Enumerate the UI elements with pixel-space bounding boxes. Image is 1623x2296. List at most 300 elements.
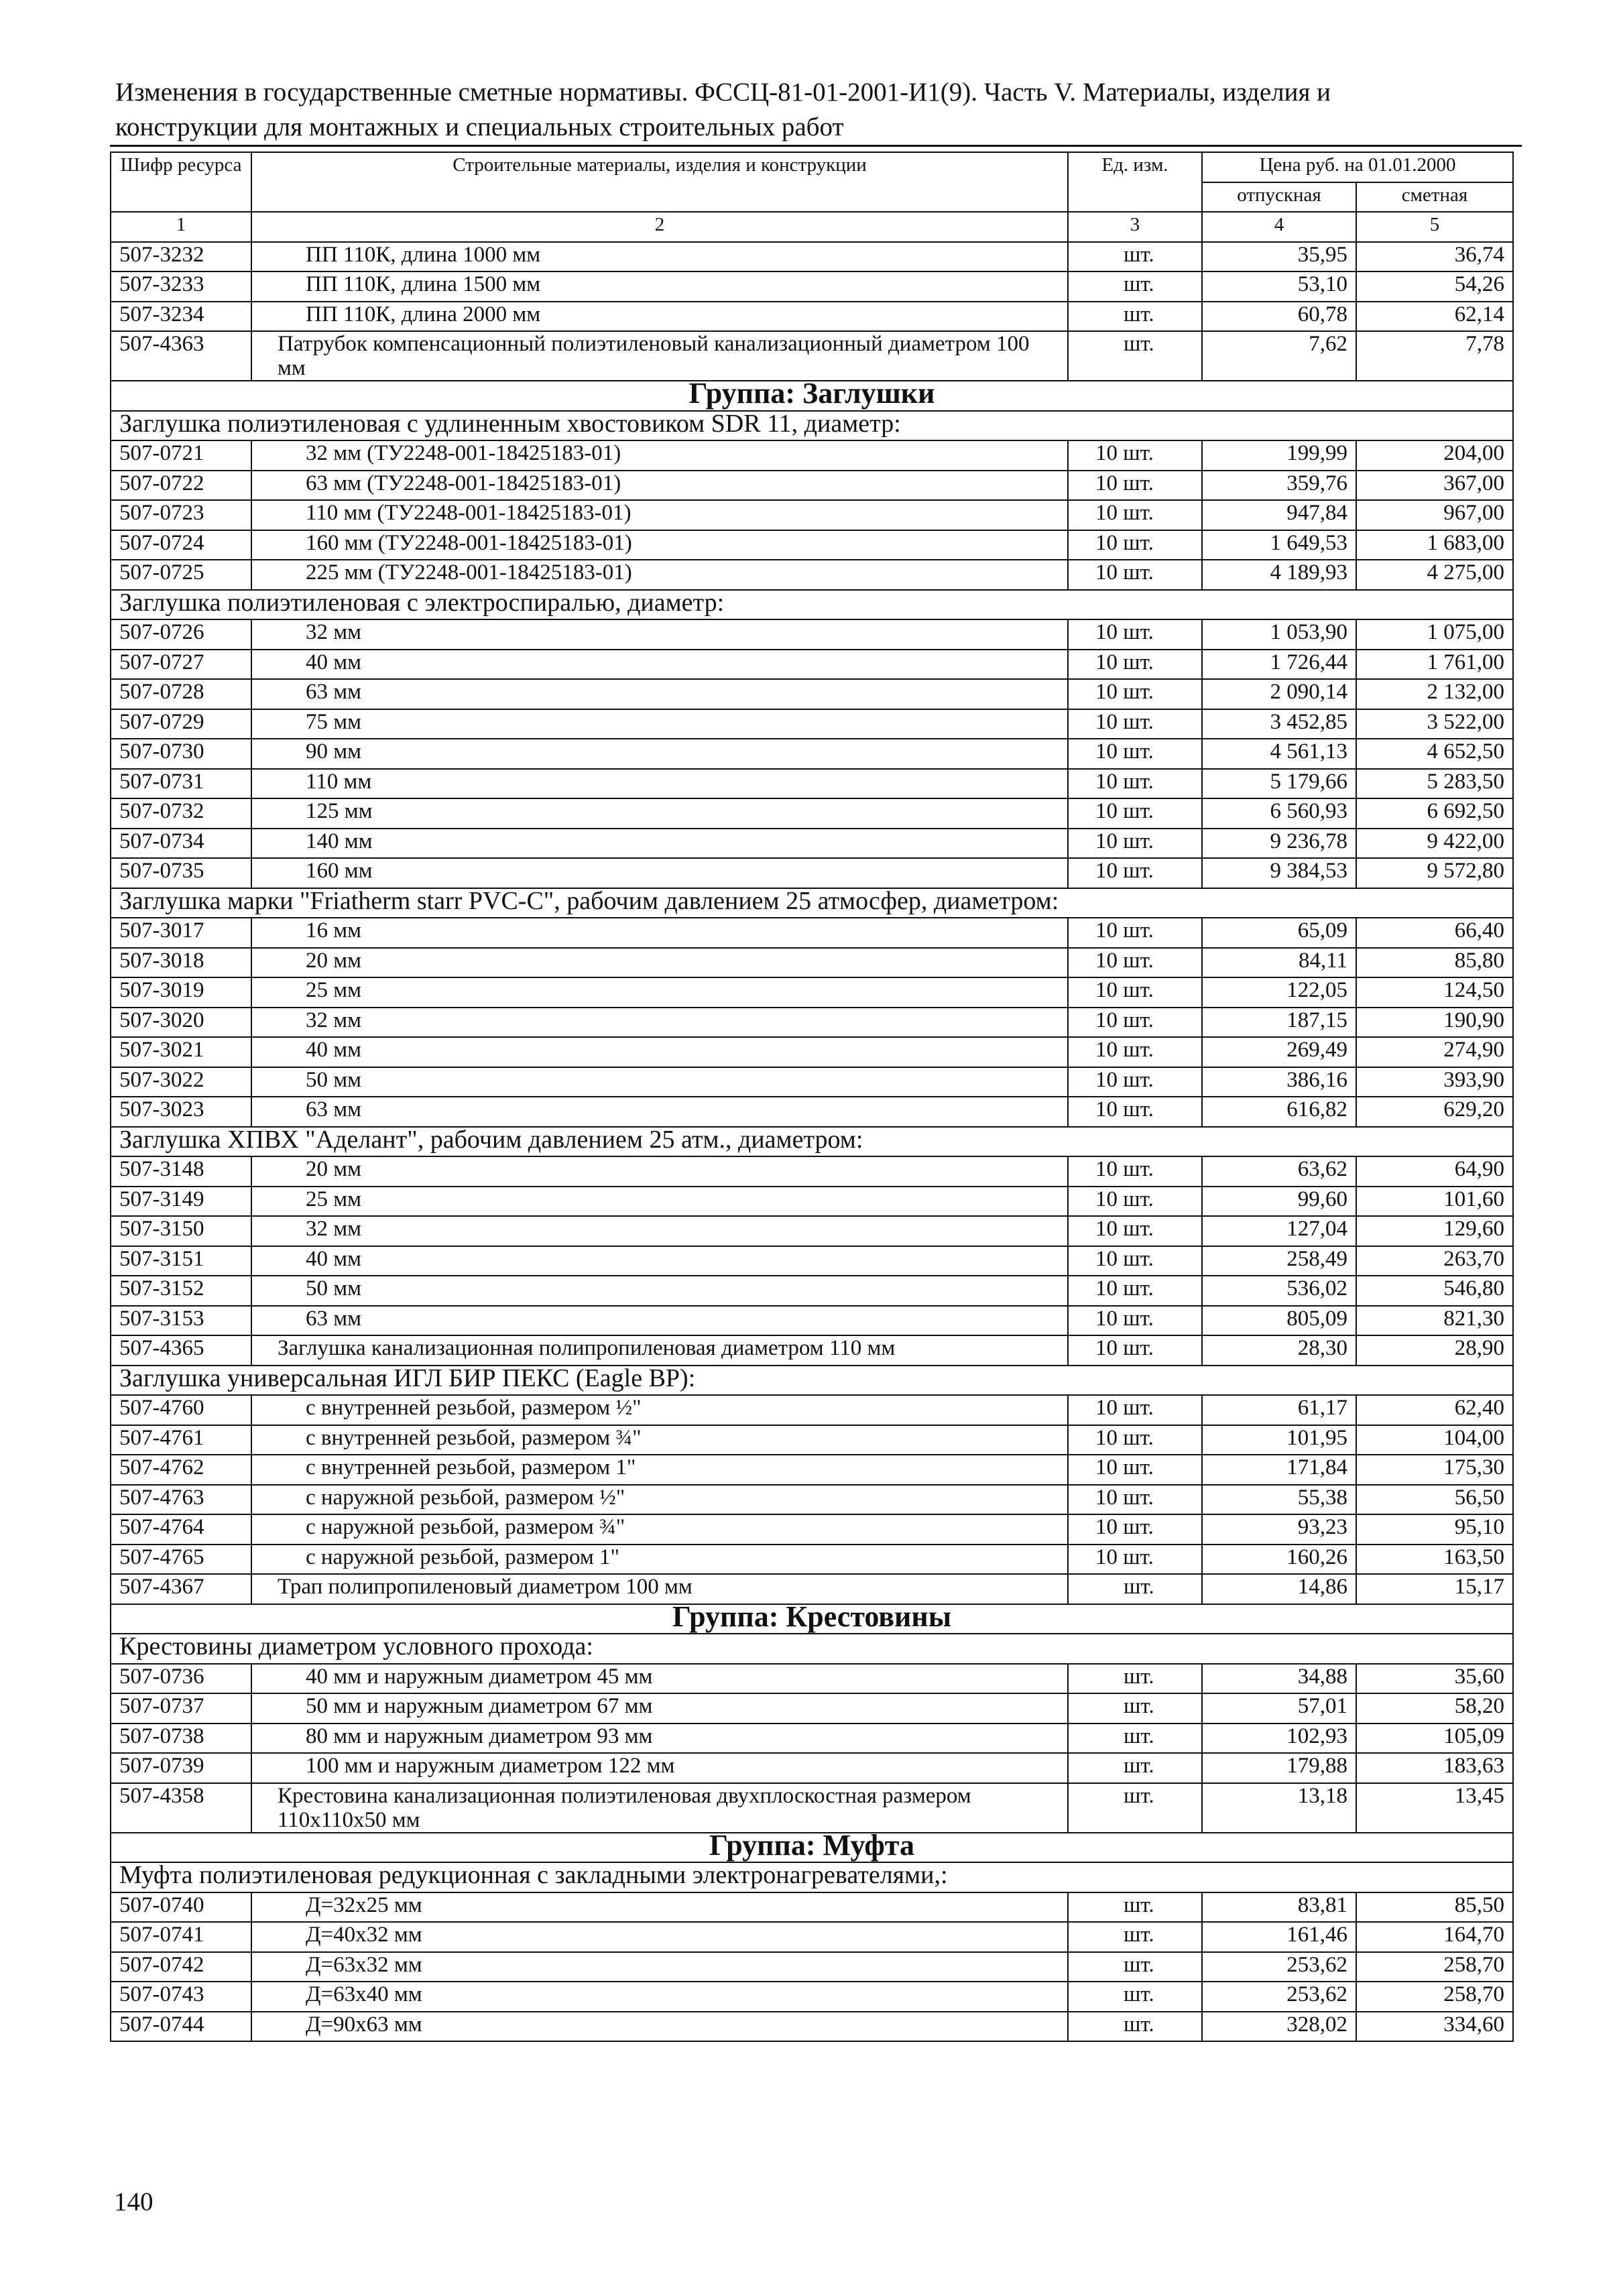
estimate-price: 101,60 bbox=[1356, 1187, 1513, 1217]
estimate-price: 4 275,00 bbox=[1356, 560, 1513, 590]
table-row bbox=[111, 1693, 1513, 1724]
release-price: 1 726,44 bbox=[1202, 650, 1356, 680]
resource-code: 507-4363 bbox=[111, 331, 251, 381]
unit-of-measure: 10 шт. bbox=[1068, 1037, 1202, 1067]
release-price: 253,62 bbox=[1202, 1952, 1356, 1982]
table-row bbox=[111, 1067, 1513, 1097]
estimate-price: 274,90 bbox=[1356, 1037, 1513, 1067]
resource-code: 507-4762 bbox=[111, 1455, 251, 1485]
resource-code: 507-0735 bbox=[111, 858, 251, 888]
estimate-price: 1 761,00 bbox=[1356, 650, 1513, 680]
table-row bbox=[111, 798, 1513, 829]
table-row bbox=[111, 1097, 1513, 1127]
resource-code: 507-4365 bbox=[111, 1335, 251, 1366]
resource-code: 507-4763 bbox=[111, 1485, 251, 1515]
unit-of-measure: 10 шт. bbox=[1068, 1008, 1202, 1038]
unit-of-measure: шт. bbox=[1068, 242, 1202, 272]
material-name: 160 мм bbox=[251, 858, 1068, 888]
material-name: 32 мм bbox=[251, 1008, 1068, 1038]
unit-of-measure: 10 шт. bbox=[1068, 769, 1202, 799]
resource-code: 507-0739 bbox=[111, 1753, 251, 1783]
release-price: 55,38 bbox=[1202, 1485, 1356, 1515]
table-row bbox=[111, 1037, 1513, 1067]
unit-of-measure: 10 шт. bbox=[1068, 679, 1202, 709]
table-row bbox=[111, 1216, 1513, 1246]
material-name: Д=63х32 мм bbox=[251, 1952, 1068, 1982]
estimate-price: 56,50 bbox=[1356, 1485, 1513, 1515]
estimate-price: 204,00 bbox=[1356, 440, 1513, 471]
group-heading: Группа: Муфта bbox=[111, 1833, 1513, 1863]
table-row bbox=[111, 1187, 1513, 1217]
resource-code: 507-0732 bbox=[111, 798, 251, 829]
estimate-price: 36,74 bbox=[1356, 242, 1513, 272]
material-name: Д=32х25 мм bbox=[251, 1892, 1068, 1923]
release-price: 4 189,93 bbox=[1202, 560, 1356, 590]
material-name: Патрубок компенсационный полиэтиленовый канализационный диаметром 100 мм bbox=[251, 331, 1068, 381]
release-price: 13,18 bbox=[1202, 1783, 1356, 1833]
header-rule bbox=[110, 145, 1522, 147]
resource-code: 507-0726 bbox=[111, 619, 251, 650]
material-name: 110 мм (ТУ2248-001-18425183-01) bbox=[251, 500, 1068, 530]
subgroup-heading-row bbox=[111, 411, 1513, 441]
table-row bbox=[111, 1922, 1513, 1952]
resource-code: 507-0737 bbox=[111, 1693, 251, 1724]
unit-of-measure: 10 шт. bbox=[1068, 1485, 1202, 1515]
material-name: Заглушка канализационная полипропиленовая диаметром 110 мм bbox=[251, 1335, 1068, 1366]
resource-code: 507-4358 bbox=[111, 1783, 251, 1833]
estimate-price: 3 522,00 bbox=[1356, 709, 1513, 739]
unit-of-measure: 10 шт. bbox=[1068, 1246, 1202, 1276]
unit-of-measure: шт. bbox=[1068, 1982, 1202, 2012]
estimate-price: 258,70 bbox=[1356, 1952, 1513, 1982]
resource-code: 507-3150 bbox=[111, 1216, 251, 1246]
release-price: 9 384,53 bbox=[1202, 858, 1356, 888]
release-price: 359,76 bbox=[1202, 471, 1356, 501]
estimate-price: 967,00 bbox=[1356, 500, 1513, 530]
unit-of-measure: 10 шт. bbox=[1068, 798, 1202, 829]
table-row bbox=[111, 530, 1513, 560]
unit-of-measure: шт. bbox=[1068, 2012, 1202, 2042]
unit-of-measure: шт. bbox=[1068, 1922, 1202, 1952]
release-price: 7,62 bbox=[1202, 331, 1356, 381]
release-price: 28,30 bbox=[1202, 1335, 1356, 1366]
release-price: 386,16 bbox=[1202, 1067, 1356, 1097]
unit-of-measure: 10 шт. bbox=[1068, 1187, 1202, 1217]
release-price: 258,49 bbox=[1202, 1246, 1356, 1276]
material-name: ПП 110К, длина 1000 мм bbox=[251, 242, 1068, 272]
estimate-price: 175,30 bbox=[1356, 1455, 1513, 1485]
unit-of-measure: 10 шт. bbox=[1068, 1067, 1202, 1097]
col-number-4: 4 bbox=[1202, 212, 1356, 242]
table-row bbox=[111, 1276, 1513, 1306]
release-price: 101,95 bbox=[1202, 1425, 1356, 1455]
subgroup-heading-row bbox=[111, 1634, 1513, 1664]
unit-of-measure: шт. bbox=[1068, 1753, 1202, 1783]
material-name: 140 мм bbox=[251, 829, 1068, 859]
material-name: 20 мм bbox=[251, 1156, 1068, 1187]
material-name: 160 мм (ТУ2248-001-18425183-01) bbox=[251, 530, 1068, 560]
material-name: 63 мм bbox=[251, 1306, 1068, 1336]
table-row bbox=[111, 1545, 1513, 1575]
material-name: 40 мм и наружным диаметром 45 мм bbox=[251, 1664, 1068, 1694]
table-row bbox=[111, 471, 1513, 501]
subgroup-heading-row bbox=[111, 1862, 1513, 1892]
material-name: 63 мм bbox=[251, 679, 1068, 709]
material-name: Д=90х63 мм bbox=[251, 2012, 1068, 2042]
col-number-1: 1 bbox=[111, 212, 251, 242]
release-price: 1 053,90 bbox=[1202, 619, 1356, 650]
estimate-price: 62,14 bbox=[1356, 302, 1513, 332]
estimate-price: 1 075,00 bbox=[1356, 619, 1513, 650]
material-name: с наружной резьбой, размером 1" bbox=[251, 1545, 1068, 1575]
col-number-2: 2 bbox=[251, 212, 1068, 242]
table-row bbox=[111, 1246, 1513, 1276]
unit-of-measure: 10 шт. bbox=[1068, 1395, 1202, 1425]
subgroup-heading: Муфта полиэтиленовая редукционная с закладными электронагревателями,: bbox=[111, 1862, 1513, 1892]
estimate-price: 15,17 bbox=[1356, 1574, 1513, 1604]
unit-of-measure: 10 шт. bbox=[1068, 1276, 1202, 1306]
resource-code: 507-0738 bbox=[111, 1724, 251, 1754]
table-row bbox=[111, 1952, 1513, 1982]
unit-of-measure: 10 шт. bbox=[1068, 739, 1202, 769]
release-price: 1 649,53 bbox=[1202, 530, 1356, 560]
table-row bbox=[111, 1485, 1513, 1515]
resource-code: 507-0736 bbox=[111, 1664, 251, 1694]
material-name: 225 мм (ТУ2248-001-18425183-01) bbox=[251, 560, 1068, 590]
estimate-price: 258,70 bbox=[1356, 1982, 1513, 2012]
estimate-price: 1 683,00 bbox=[1356, 530, 1513, 560]
resource-code: 507-3234 bbox=[111, 302, 251, 332]
unit-of-measure: 10 шт. bbox=[1068, 1514, 1202, 1545]
group-heading: Группа: Крестовины bbox=[111, 1604, 1513, 1634]
resource-code: 507-3019 bbox=[111, 977, 251, 1008]
resource-code: 507-3153 bbox=[111, 1306, 251, 1336]
release-price: 253,62 bbox=[1202, 1982, 1356, 2012]
resource-code: 507-4765 bbox=[111, 1545, 251, 1575]
estimate-price: 334,60 bbox=[1356, 2012, 1513, 2042]
col-header-release: отпускная bbox=[1202, 182, 1356, 213]
table-row bbox=[111, 769, 1513, 799]
table-row bbox=[111, 709, 1513, 739]
release-price: 53,10 bbox=[1202, 271, 1356, 302]
unit-of-measure: шт. bbox=[1068, 1664, 1202, 1694]
release-price: 61,17 bbox=[1202, 1395, 1356, 1425]
unit-of-measure: шт. bbox=[1068, 1892, 1202, 1923]
resource-code: 507-0742 bbox=[111, 1952, 251, 1982]
table-row bbox=[111, 1574, 1513, 1604]
col-header-name: Строительные материалы, изделия и конструкции bbox=[251, 152, 1068, 212]
material-name: 32 мм bbox=[251, 1216, 1068, 1246]
estimate-price: 85,50 bbox=[1356, 1892, 1513, 1923]
material-name: с внутренней резьбой, размером ½" bbox=[251, 1395, 1068, 1425]
estimate-price: 393,90 bbox=[1356, 1067, 1513, 1097]
estimate-price: 9 572,80 bbox=[1356, 858, 1513, 888]
table-row bbox=[111, 1753, 1513, 1783]
resource-code: 507-0725 bbox=[111, 560, 251, 590]
unit-of-measure: шт. bbox=[1068, 331, 1202, 381]
unit-of-measure: 10 шт. bbox=[1068, 560, 1202, 590]
col-header-unit: Ед. изм. bbox=[1068, 152, 1202, 212]
unit-of-measure: шт. bbox=[1068, 1574, 1202, 1604]
subgroup-heading-row bbox=[111, 888, 1513, 918]
resource-code: 507-3152 bbox=[111, 1276, 251, 1306]
unit-of-measure: 10 шт. bbox=[1068, 1455, 1202, 1485]
header-line-1: Изменения в государственные сметные нормативы. ФССЦ-81-01-2001-И1(9). Часть V. Материалы, изделия и bbox=[115, 78, 1331, 107]
resource-code: 507-3233 bbox=[111, 271, 251, 302]
material-name: ПП 110К, длина 1500 мм bbox=[251, 271, 1068, 302]
estimate-price: 13,45 bbox=[1356, 1783, 1513, 1833]
estimate-price: 164,70 bbox=[1356, 1922, 1513, 1952]
release-price: 122,05 bbox=[1202, 977, 1356, 1008]
table-row bbox=[111, 440, 1513, 471]
release-price: 93,23 bbox=[1202, 1514, 1356, 1545]
table-row bbox=[111, 1306, 1513, 1336]
unit-of-measure: 10 шт. bbox=[1068, 858, 1202, 888]
estimate-price: 4 652,50 bbox=[1356, 739, 1513, 769]
release-price: 187,15 bbox=[1202, 1008, 1356, 1038]
material-name: Трап полипропиленовый диаметром 100 мм bbox=[251, 1574, 1068, 1604]
material-name: 25 мм bbox=[251, 977, 1068, 1008]
estimate-price: 190,90 bbox=[1356, 1008, 1513, 1038]
resource-code: 507-3017 bbox=[111, 918, 251, 948]
unit-of-measure: 10 шт. bbox=[1068, 829, 1202, 859]
release-price: 179,88 bbox=[1202, 1753, 1356, 1783]
resource-code: 507-0743 bbox=[111, 1982, 251, 2012]
material-name: 63 мм bbox=[251, 1097, 1068, 1127]
estimate-price: 54,26 bbox=[1356, 271, 1513, 302]
release-price: 2 090,14 bbox=[1202, 679, 1356, 709]
group-heading-row bbox=[111, 1604, 1513, 1634]
unit-of-measure: 10 шт. bbox=[1068, 530, 1202, 560]
resource-code: 507-0734 bbox=[111, 829, 251, 859]
unit-of-measure: 10 шт. bbox=[1068, 948, 1202, 978]
unit-of-measure: 10 шт. bbox=[1068, 977, 1202, 1008]
subgroup-heading: Заглушка полиэтиленовая с электроспиралью, диаметр: bbox=[111, 590, 1513, 620]
resource-code: 507-3232 bbox=[111, 242, 251, 272]
material-name: с наружной резьбой, размером ½" bbox=[251, 1485, 1068, 1515]
unit-of-measure: шт. bbox=[1068, 271, 1202, 302]
resource-code: 507-3022 bbox=[111, 1067, 251, 1097]
resource-code: 507-0740 bbox=[111, 1892, 251, 1923]
subgroup-heading: Заглушка марки "Friatherm starr PVC-C", рабочим давлением 25 атмосфер, диаметром: bbox=[111, 888, 1513, 918]
table-row bbox=[111, 560, 1513, 590]
unit-of-measure: шт. bbox=[1068, 1693, 1202, 1724]
material-name: Д=63х40 мм bbox=[251, 1982, 1068, 2012]
estimate-price: 104,00 bbox=[1356, 1425, 1513, 1455]
resource-code: 507-3149 bbox=[111, 1187, 251, 1217]
subgroup-heading: Крестовины диаметром условного прохода: bbox=[111, 1634, 1513, 1664]
table-row bbox=[111, 1425, 1513, 1455]
material-name: с внутренней резьбой, размером ¾" bbox=[251, 1425, 1068, 1455]
table-row bbox=[111, 1008, 1513, 1038]
unit-of-measure: шт. bbox=[1068, 1724, 1202, 1754]
estimate-price: 2 132,00 bbox=[1356, 679, 1513, 709]
col-header-price: Цена руб. на 01.01.2000 bbox=[1202, 152, 1513, 182]
estimate-price: 9 422,00 bbox=[1356, 829, 1513, 859]
table-row bbox=[111, 1455, 1513, 1485]
table-row bbox=[111, 739, 1513, 769]
material-name: 75 мм bbox=[251, 709, 1068, 739]
estimate-price: 5 283,50 bbox=[1356, 769, 1513, 799]
table-row bbox=[111, 948, 1513, 978]
release-price: 328,02 bbox=[1202, 2012, 1356, 2042]
unit-of-measure: 10 шт. bbox=[1068, 650, 1202, 680]
material-name: 90 мм bbox=[251, 739, 1068, 769]
resource-code: 507-0728 bbox=[111, 679, 251, 709]
resource-code: 507-4367 bbox=[111, 1574, 251, 1604]
unit-of-measure: 10 шт. bbox=[1068, 1545, 1202, 1575]
material-name: 32 мм bbox=[251, 619, 1068, 650]
release-price: 161,46 bbox=[1202, 1922, 1356, 1952]
unit-of-measure: шт. bbox=[1068, 302, 1202, 332]
material-name: 20 мм bbox=[251, 948, 1068, 978]
estimate-price: 105,09 bbox=[1356, 1724, 1513, 1754]
subgroup-heading-row bbox=[111, 1127, 1513, 1157]
resource-code: 507-0723 bbox=[111, 500, 251, 530]
unit-of-measure: 10 шт. bbox=[1068, 1335, 1202, 1366]
table-row bbox=[111, 1335, 1513, 1366]
material-name: 125 мм bbox=[251, 798, 1068, 829]
release-price: 805,09 bbox=[1202, 1306, 1356, 1336]
resource-code: 507-3023 bbox=[111, 1097, 251, 1127]
resource-code: 507-3020 bbox=[111, 1008, 251, 1038]
material-name: 100 мм и наружным диаметром 122 мм bbox=[251, 1753, 1068, 1783]
col-header-estimate: сметная bbox=[1356, 182, 1513, 213]
subgroup-heading: Заглушка ХПВХ "Аделант", рабочим давлением 25 атм., диаметром: bbox=[111, 1127, 1513, 1157]
release-price: 127,04 bbox=[1202, 1216, 1356, 1246]
release-price: 3 452,85 bbox=[1202, 709, 1356, 739]
release-price: 65,09 bbox=[1202, 918, 1356, 948]
estimate-price: 85,80 bbox=[1356, 948, 1513, 978]
subgroup-heading: Заглушка полиэтиленовая с удлиненным хвостовиком SDR 11, диаметр: bbox=[111, 411, 1513, 441]
release-price: 57,01 bbox=[1202, 1693, 1356, 1724]
material-name: 50 мм bbox=[251, 1067, 1068, 1097]
table-row bbox=[111, 918, 1513, 948]
estimate-price: 28,90 bbox=[1356, 1335, 1513, 1366]
estimate-price: 7,78 bbox=[1356, 331, 1513, 381]
estimate-price: 163,50 bbox=[1356, 1545, 1513, 1575]
material-name: Крестовина канализационная полиэтиленовая двухплоскостная размером 110х110х50 мм bbox=[251, 1783, 1068, 1833]
estimate-price: 821,30 bbox=[1356, 1306, 1513, 1336]
unit-of-measure: шт. bbox=[1068, 1783, 1202, 1833]
unit-of-measure: 10 шт. bbox=[1068, 619, 1202, 650]
table-row bbox=[111, 1156, 1513, 1187]
group-heading: Группа: Заглушки bbox=[111, 381, 1513, 411]
table-row bbox=[111, 679, 1513, 709]
table-row bbox=[111, 619, 1513, 650]
material-name: 16 мм bbox=[251, 918, 1068, 948]
table-row bbox=[111, 1664, 1513, 1694]
estimate-price: 367,00 bbox=[1356, 471, 1513, 501]
table-row bbox=[111, 1982, 1513, 2012]
table-row bbox=[111, 271, 1513, 302]
table-row bbox=[111, 500, 1513, 530]
release-price: 35,95 bbox=[1202, 242, 1356, 272]
estimate-price: 64,90 bbox=[1356, 1156, 1513, 1187]
release-price: 84,11 bbox=[1202, 948, 1356, 978]
resource-code: 507-0724 bbox=[111, 530, 251, 560]
material-name: 40 мм bbox=[251, 1037, 1068, 1067]
estimate-price: 35,60 bbox=[1356, 1664, 1513, 1694]
page-header bbox=[115, 75, 1510, 145]
unit-of-measure: 10 шт. bbox=[1068, 471, 1202, 501]
resource-code: 507-0729 bbox=[111, 709, 251, 739]
release-price: 4 561,13 bbox=[1202, 739, 1356, 769]
table-row bbox=[111, 977, 1513, 1008]
material-name: с внутренней резьбой, размером 1" bbox=[251, 1455, 1068, 1485]
table-row bbox=[111, 829, 1513, 859]
release-price: 160,26 bbox=[1202, 1545, 1356, 1575]
page-number: 140 bbox=[114, 2187, 154, 2216]
material-name: 63 мм (ТУ2248-001-18425183-01) bbox=[251, 471, 1068, 501]
subgroup-heading: Заглушка универсальная ИГЛ БИР ПЕКС (Eagle BP): bbox=[111, 1366, 1513, 1396]
release-price: 14,86 bbox=[1202, 1574, 1356, 1604]
table-row bbox=[111, 1892, 1513, 1923]
table-row bbox=[111, 242, 1513, 272]
release-price: 6 560,93 bbox=[1202, 798, 1356, 829]
material-name: 110 мм bbox=[251, 769, 1068, 799]
release-price: 5 179,66 bbox=[1202, 769, 1356, 799]
table-row bbox=[111, 650, 1513, 680]
estimate-price: 183,63 bbox=[1356, 1753, 1513, 1783]
table-row bbox=[111, 302, 1513, 332]
resource-code: 507-0731 bbox=[111, 769, 251, 799]
header-line-2: конструкции для монтажных и специальных строительных работ bbox=[115, 113, 844, 141]
table-row bbox=[111, 1514, 1513, 1545]
col-number-3: 3 bbox=[1068, 212, 1202, 242]
unit-of-measure: 10 шт. bbox=[1068, 500, 1202, 530]
col-number-5: 5 bbox=[1356, 212, 1513, 242]
price-table bbox=[110, 152, 1514, 2042]
estimate-price: 129,60 bbox=[1356, 1216, 1513, 1246]
estimate-price: 263,70 bbox=[1356, 1246, 1513, 1276]
estimate-price: 124,50 bbox=[1356, 977, 1513, 1008]
release-price: 199,99 bbox=[1202, 440, 1356, 471]
release-price: 947,84 bbox=[1202, 500, 1356, 530]
resource-code: 507-4764 bbox=[111, 1514, 251, 1545]
resource-code: 507-4760 bbox=[111, 1395, 251, 1425]
material-name: 40 мм bbox=[251, 650, 1068, 680]
estimate-price: 62,40 bbox=[1356, 1395, 1513, 1425]
release-price: 63,62 bbox=[1202, 1156, 1356, 1187]
resource-code: 507-4761 bbox=[111, 1425, 251, 1455]
unit-of-measure: 10 шт. bbox=[1068, 1425, 1202, 1455]
unit-of-measure: 10 шт. bbox=[1068, 1156, 1202, 1187]
unit-of-measure: 10 шт. bbox=[1068, 918, 1202, 948]
group-heading-row bbox=[111, 1833, 1513, 1863]
material-name: 50 мм bbox=[251, 1276, 1068, 1306]
release-price: 536,02 bbox=[1202, 1276, 1356, 1306]
release-price: 34,88 bbox=[1202, 1664, 1356, 1694]
release-price: 102,93 bbox=[1202, 1724, 1356, 1754]
material-name: 40 мм bbox=[251, 1246, 1068, 1276]
release-price: 616,82 bbox=[1202, 1097, 1356, 1127]
unit-of-measure: 10 шт. bbox=[1068, 440, 1202, 471]
material-name: 50 мм и наружным диаметром 67 мм bbox=[251, 1693, 1068, 1724]
table-row bbox=[111, 1395, 1513, 1425]
resource-code: 507-0721 bbox=[111, 440, 251, 471]
release-price: 171,84 bbox=[1202, 1455, 1356, 1485]
unit-of-measure: 10 шт. bbox=[1068, 1306, 1202, 1336]
table-row bbox=[111, 1783, 1513, 1833]
release-price: 83,81 bbox=[1202, 1892, 1356, 1923]
subgroup-heading-row bbox=[111, 1366, 1513, 1396]
release-price: 99,60 bbox=[1202, 1187, 1356, 1217]
unit-of-measure: 10 шт. bbox=[1068, 709, 1202, 739]
resource-code: 507-3021 bbox=[111, 1037, 251, 1067]
col-header-code: Шифр ресурса bbox=[111, 152, 251, 212]
table-row bbox=[111, 331, 1513, 381]
